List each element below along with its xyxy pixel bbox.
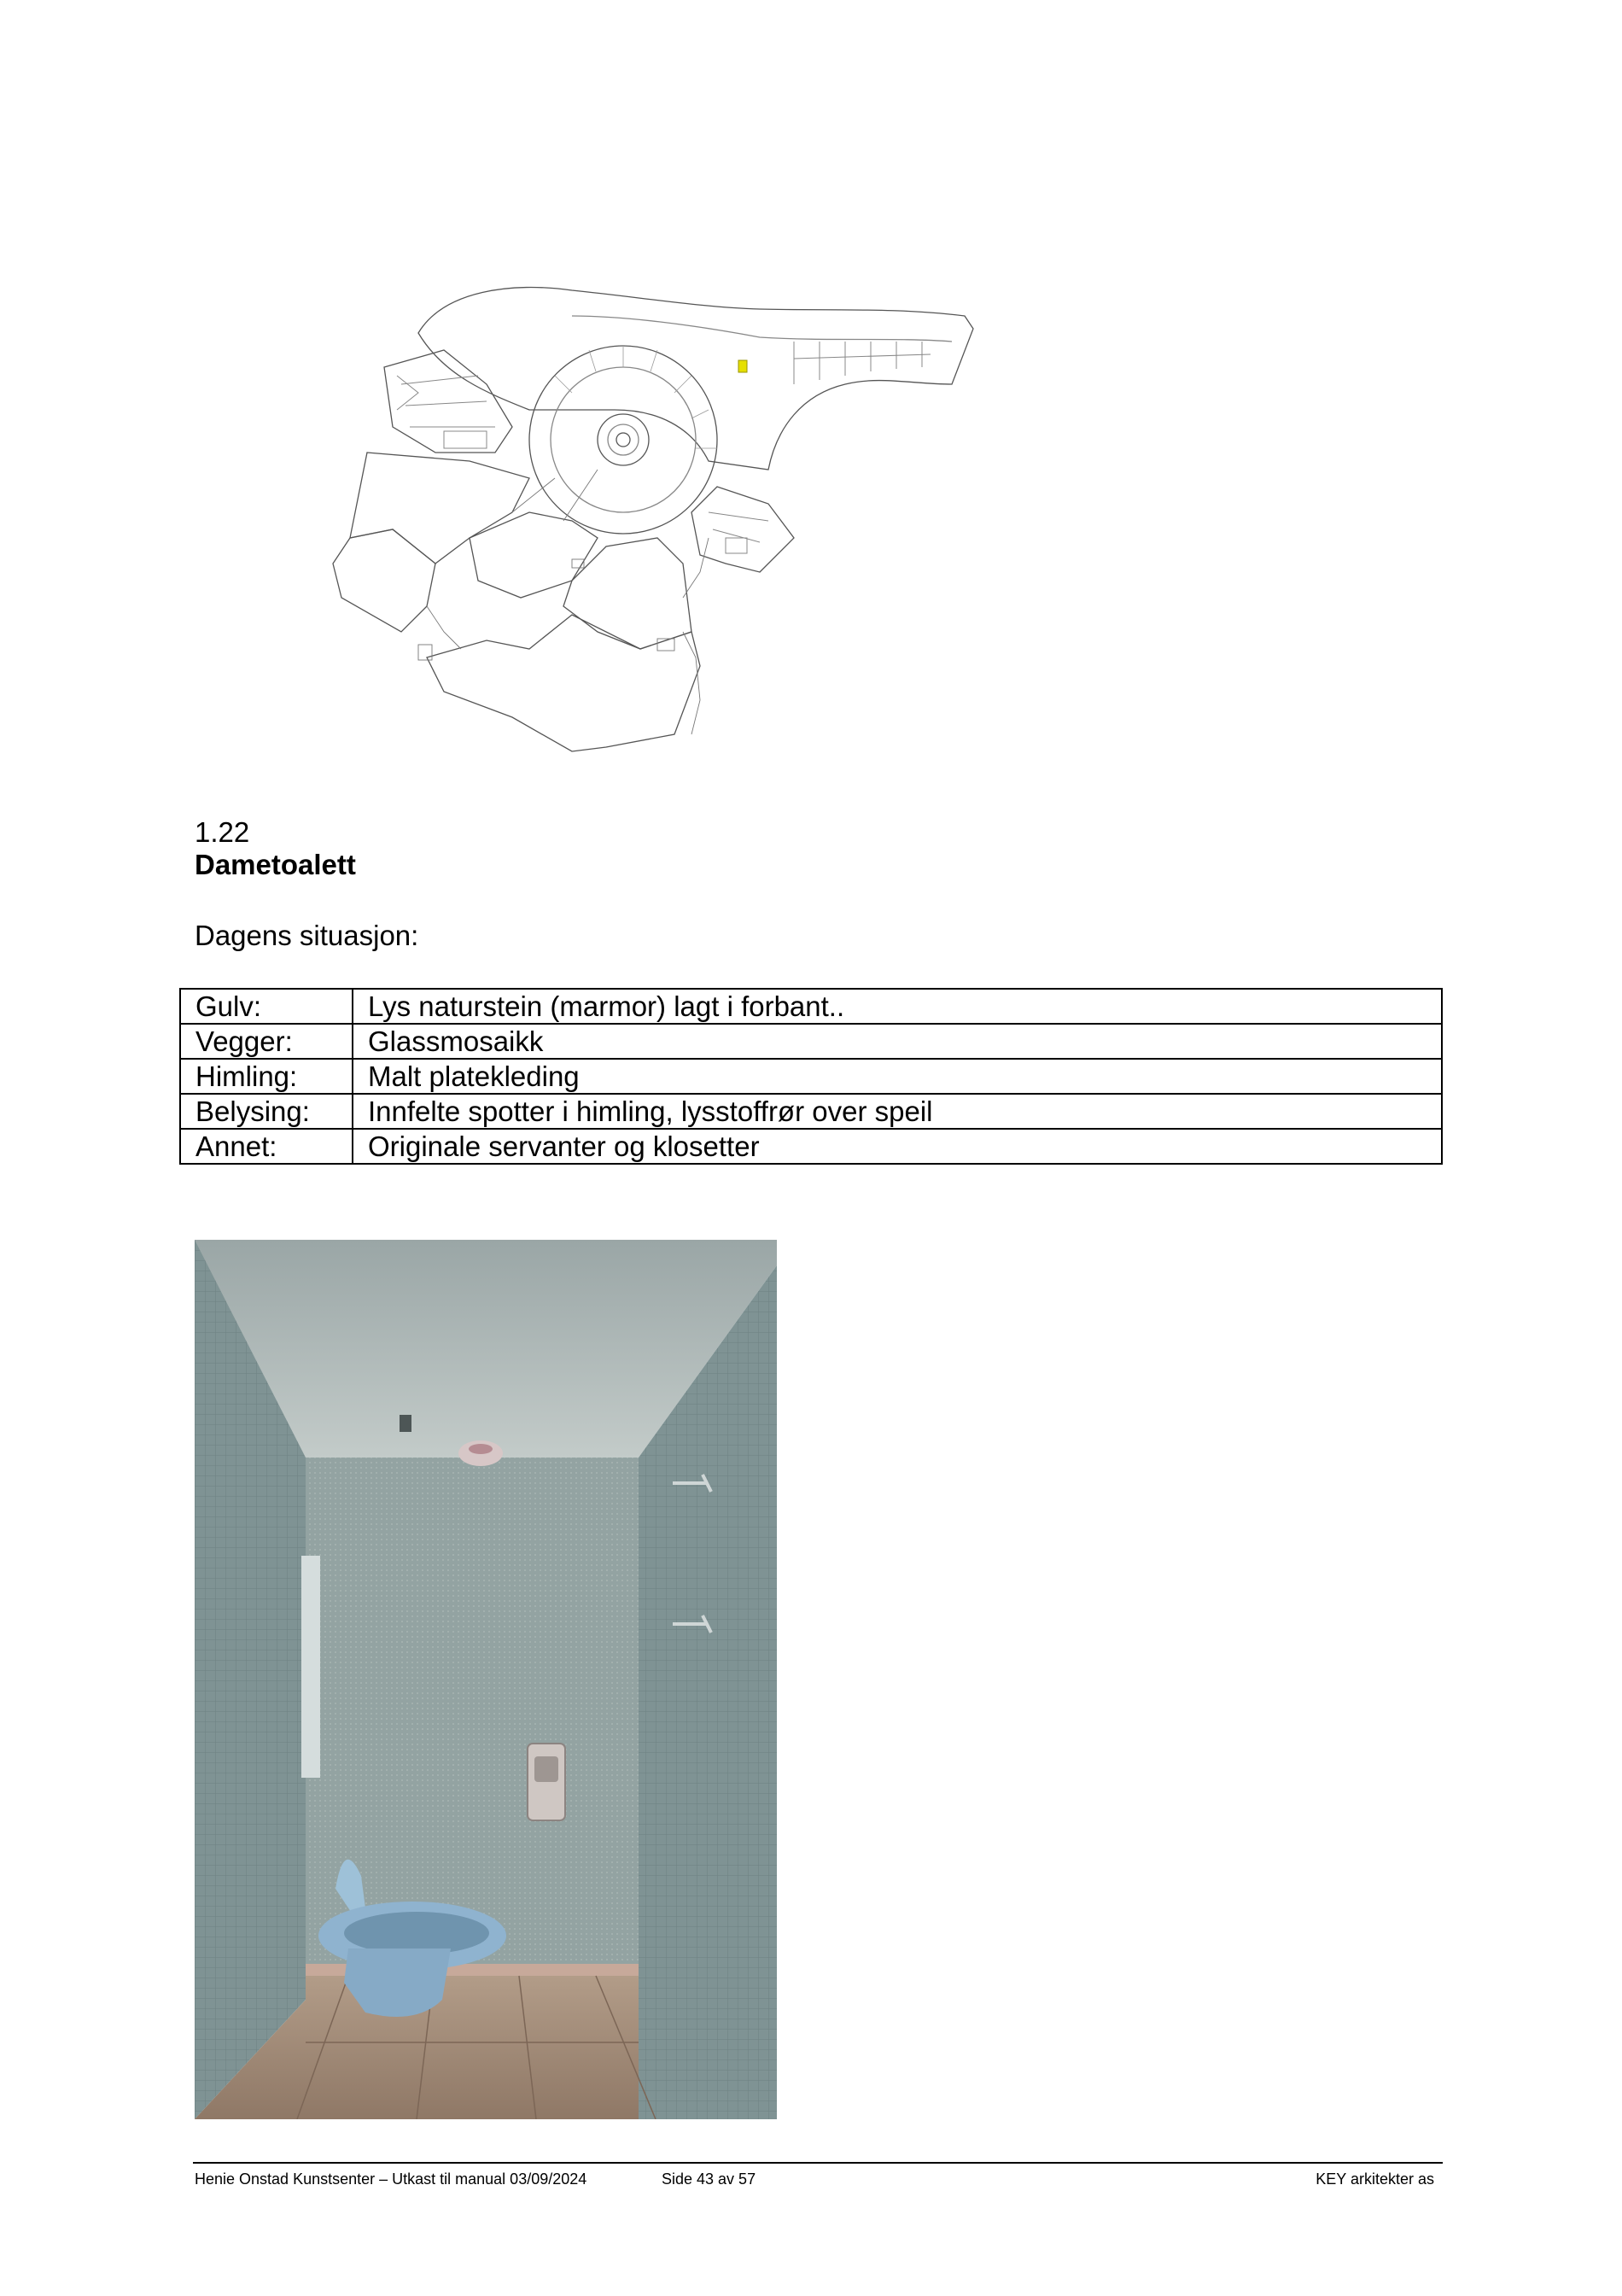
table-row xyxy=(180,1129,1442,1164)
room-specification-table xyxy=(179,988,1443,1165)
spec-label: Gulv: xyxy=(180,989,353,1024)
floor-plan-rotunda xyxy=(529,346,717,534)
spec-label: Vegger: xyxy=(180,1024,353,1059)
table-row xyxy=(180,1024,1442,1059)
spec-value: Lys naturstein (marmor) lagt i forbant.. xyxy=(353,989,1442,1024)
table-row xyxy=(180,989,1442,1024)
spec-value: Innfelte spotter i himling, lysstoffrør over speil xyxy=(353,1094,1442,1129)
section-number: 1.22 xyxy=(195,816,250,848)
floor-plan-west-block xyxy=(384,350,512,453)
floor-plan-gallery-1 xyxy=(350,453,529,564)
section-title: Dametoalett xyxy=(195,849,356,880)
spec-value: Malt platekleding xyxy=(353,1059,1442,1094)
footer-company: KEY arkitekter as xyxy=(1316,2170,1434,2188)
table-row xyxy=(180,1094,1442,1129)
spec-value: Originale servanter og klosetter xyxy=(353,1129,1442,1164)
floor-plan-gallery-5 xyxy=(427,615,700,751)
floor-plan-gallery-3 xyxy=(470,512,598,598)
spec-label: Annet: xyxy=(180,1129,353,1164)
footer-page-number: Side 43 av 57 xyxy=(662,2170,756,2188)
toilet-cubicle-photo xyxy=(195,1240,777,2119)
floor-plan-gallery-2 xyxy=(333,529,435,632)
spec-label: Himling: xyxy=(180,1059,353,1094)
table-row xyxy=(180,1059,1442,1094)
spec-value: Glassmosaikk xyxy=(353,1024,1442,1059)
spec-label: Belysing: xyxy=(180,1094,353,1129)
floor-plan-gallery-4 xyxy=(563,538,691,649)
current-situation-label: Dagens situasjon: xyxy=(195,920,419,951)
footer-document-title: Henie Onstad Kunstsenter – Utkast til manual 03/09/2024 xyxy=(195,2170,587,2188)
floor-plan-east-block xyxy=(691,487,794,572)
footer-rule xyxy=(193,2162,1443,2164)
floor-plan-drawing xyxy=(316,256,999,768)
floor-plan-highlighted-room xyxy=(738,360,747,372)
